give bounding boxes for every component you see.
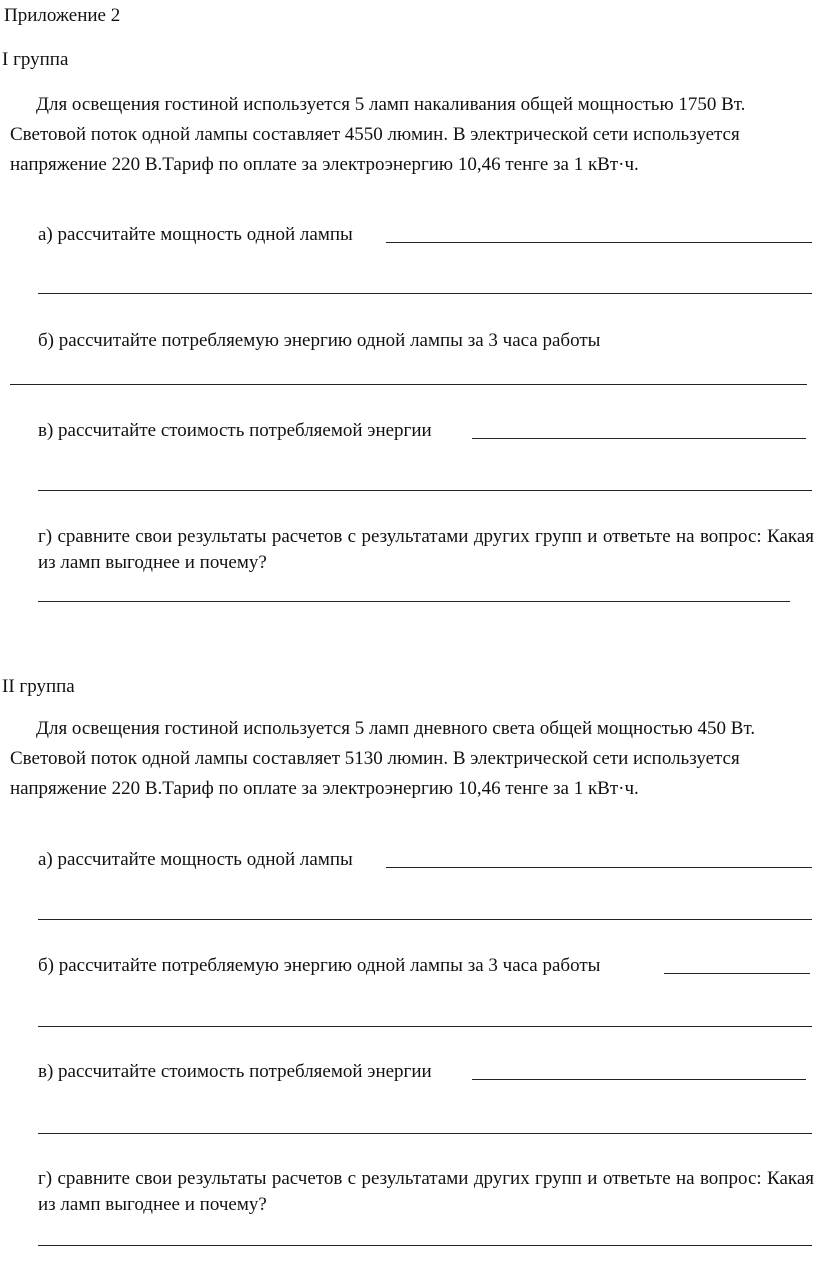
group-2-answer-b-line[interactable] [38, 1026, 812, 1027]
group-1-intro-text: Для освещения гостиной используется 5 ламп накаливания общей мощностью 1750 Вт. Световой поток одной лампы составляет 4550 люмин. В электрической сети используется напряжение 220 В.Тариф по оплате за электроэнергию 10,46 тенге за 1 кВт·ч. [10, 94, 746, 175]
group-1-answer-a-line[interactable] [38, 293, 812, 294]
group-2-intro [10, 714, 810, 804]
appendix-title: Приложение 2 [4, 5, 121, 26]
group-1-answer-a-inline[interactable] [386, 242, 812, 243]
group-2-question-d: г) сравните свои результаты расчетов с результатами других групп и ответьте на вопрос: Какая из ламп выгоднее и почему? [38, 1168, 814, 1215]
group-2-answer-c-inline[interactable] [472, 1079, 806, 1080]
group-1-answer-b-line[interactable] [10, 384, 807, 385]
group-2-answer-a-line[interactable] [38, 919, 812, 920]
group-2-question-b: б) рассчитайте потребляемую энергию одной лампы за 3 часа работы [38, 955, 601, 976]
group-2-question-a: а) рассчитайте мощность одной лампы [38, 849, 353, 870]
group-1-intro [10, 90, 810, 180]
group-1-answer-c-inline[interactable] [472, 438, 806, 439]
group-2-answer-d-line[interactable] [38, 1245, 812, 1246]
group-2-title: II группа [2, 676, 75, 697]
group-1-title: I группа [2, 49, 69, 70]
group-1-answer-d-line[interactable] [38, 601, 790, 602]
group-1-question-d: г) сравните свои результаты расчетов с результатами других групп и ответьте на вопрос: Какая из ламп выгоднее и почему? [38, 526, 814, 573]
group-2-question-c: в) рассчитайте стоимость потребляемой энергии [38, 1061, 432, 1082]
group-2-answer-c-line[interactable] [38, 1133, 812, 1134]
group-1-question-c: в) рассчитайте стоимость потребляемой энергии [38, 420, 432, 441]
group-2-intro-text: Для освещения гостиной используется 5 ламп дневного света общей мощностью 450 Вт. Световой поток одной лампы составляет 5130 люмин. В электрической сети используется напряжение 220 В.Тариф по оплате за электроэнергию 10,46 тенге за 1 кВт·ч. [10, 718, 756, 799]
group-1-question-a: а) рассчитайте мощность одной лампы [38, 224, 353, 245]
group-1-answer-c-line[interactable] [38, 490, 812, 491]
group-2-answer-a-inline[interactable] [386, 867, 812, 868]
group-2-answer-b-inline[interactable] [664, 973, 810, 974]
group-1-question-b: б) рассчитайте потребляемую энергию одной лампы за 3 часа работы [38, 330, 601, 351]
